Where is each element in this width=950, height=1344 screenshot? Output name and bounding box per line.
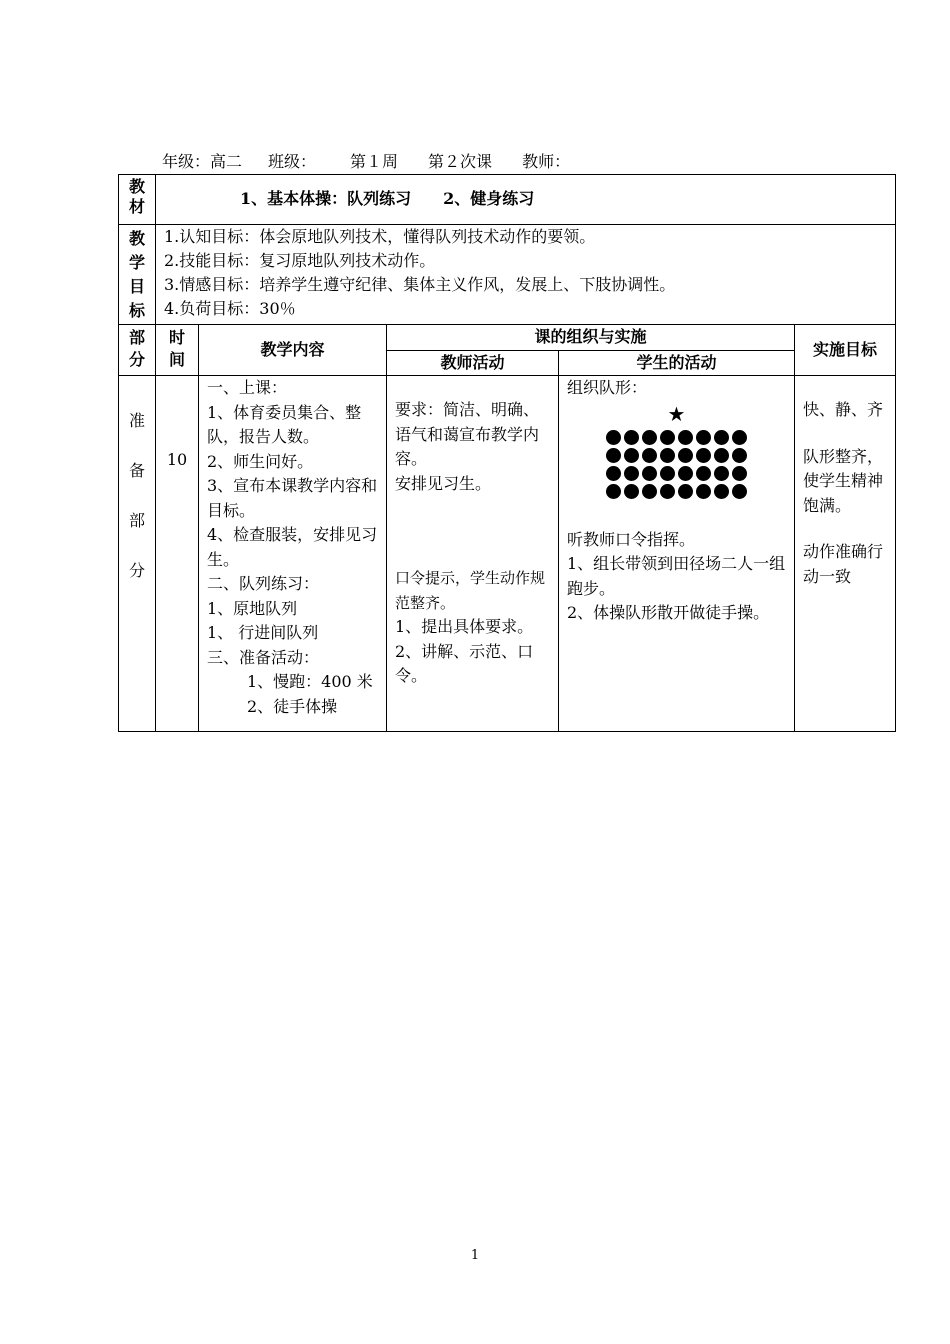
material-content: 1、基本体操：队列练习 2、健身练习 (156, 175, 896, 225)
student-dot-icon (732, 448, 747, 463)
student-dot-icon (606, 466, 621, 481)
prep-goals (795, 376, 896, 732)
student-dot-icon (642, 466, 657, 481)
goal-line: 队形整齐，使学生精神饱满。 (803, 446, 884, 515)
student-line: 2、体操队形散开做徒手操。 (567, 603, 770, 622)
prep-content (199, 376, 387, 732)
objectives-label: 教 学 目 标 (119, 225, 156, 325)
student-heading: 组织队形： (567, 378, 648, 397)
organization-header: 课的组织与实施 (387, 325, 795, 351)
teacher-activity-header: 教师活动 (387, 350, 559, 376)
student-dot-icon (696, 430, 711, 445)
prep-time: 10 (156, 376, 199, 732)
student-dot-icon (696, 466, 711, 481)
student-dot-icon (714, 448, 729, 463)
goal-line: 快、静、齐 (803, 400, 884, 419)
content-line: 1、 行进间队列 (207, 623, 319, 642)
prep-section-label: 准 备 部 分 (119, 376, 156, 732)
content-line: 二、队列练习： (207, 574, 320, 593)
column-header-row-1 (119, 325, 896, 351)
student-dot-icon (678, 466, 693, 481)
objective-item: 2.技能目标：复习原地队列技术动作。 (164, 251, 436, 270)
formation-row (567, 466, 786, 481)
student-dot-icon (732, 484, 747, 499)
content-header: 教学内容 (199, 325, 387, 376)
student-dot-icon (714, 466, 729, 481)
student-dot-icon (624, 484, 639, 499)
student-dot-icon (606, 430, 621, 445)
student-dot-icon (642, 430, 657, 445)
objectives-content (156, 225, 896, 325)
material-row (119, 175, 896, 225)
content-line: 一、上课： (207, 378, 288, 397)
teacher-line: 口令提示，学生动作规范整齐。 (395, 569, 546, 612)
student-dot-icon (732, 466, 747, 481)
page-number: 1 (470, 1248, 480, 1263)
student-line: 1、组长带领到田径场二人一组跑步。 (567, 554, 786, 598)
lesson-plan-table (118, 174, 896, 732)
prep-teacher-activity (387, 376, 559, 732)
objective-item: 3.情感目标：培养学生遵守纪律、集体主义作风，发展上、下肢协调性。 (164, 275, 676, 294)
content-line: 3、宣布本课教学内容和目标。 (207, 476, 378, 520)
grade-label: 年级：高二 (162, 152, 243, 171)
student-dot-icon (696, 484, 711, 499)
section-header: 部 分 (119, 325, 156, 376)
teacher-line: 安排见习生。 (395, 473, 492, 493)
teacher-line: 2、讲解、示范、口令。 (395, 641, 534, 685)
student-dot-icon (678, 430, 693, 445)
class-label: 班级： (268, 152, 317, 171)
content-line: 三、准备活动： (207, 647, 320, 667)
student-dot-icon (732, 430, 747, 445)
student-dot-icon (678, 484, 693, 499)
lesson-label: 第２次课 (428, 152, 493, 171)
goal-line: 动作准确行动一致 (803, 542, 884, 586)
teacher-star-icon: ★ (667, 401, 686, 426)
formation-diagram (567, 401, 786, 499)
student-activity-header: 学生的活动 (559, 350, 795, 376)
week-label: 第１周 (350, 152, 399, 171)
formation-row (567, 484, 786, 499)
teacher-line: 1、提出具体要求。 (395, 617, 534, 636)
formation-row (567, 430, 786, 445)
teacher-label: 教师： (522, 152, 571, 171)
prep-row (119, 376, 896, 732)
formation-row (567, 448, 786, 463)
student-dot-icon (642, 448, 657, 463)
student-line: 听教师口令指挥。 (567, 529, 696, 549)
objective-item: 4.负荷目标：30％ (164, 299, 296, 318)
objective-item: 1.认知目标：体会原地队列技术，懂得队列技术动作的要领。 (164, 227, 596, 246)
content-line: 2、徒手体操 (247, 696, 338, 716)
content-line: 4、检查服装，安排见习生。 (207, 525, 378, 569)
student-dot-icon (660, 448, 675, 463)
student-dot-icon (624, 466, 639, 481)
objectives-row (119, 225, 896, 325)
student-dot-icon (624, 430, 639, 445)
student-dot-icon (714, 484, 729, 499)
material-label: 教 材 (119, 175, 156, 225)
student-dot-icon (624, 448, 639, 463)
goal-header: 实施目标 (795, 325, 896, 376)
student-dot-icon (660, 484, 675, 499)
time-header: 时 间 (156, 325, 199, 376)
teacher-line: 要求：简洁、明确、语气和蔼宣布教学内容。 (395, 400, 540, 468)
student-dot-icon (660, 466, 675, 481)
student-dot-icon (660, 430, 675, 445)
content-line: 1、慢跑：400 米 (247, 672, 373, 691)
student-dot-icon (606, 448, 621, 463)
student-dot-icon (606, 484, 621, 499)
content-line: 1、体育委员集合、整队，报告人数。 (207, 402, 362, 446)
lesson-header (162, 149, 570, 172)
student-dot-icon (642, 484, 657, 499)
prep-student-activity (559, 376, 795, 732)
content-line: 2、师生问好。 (207, 451, 314, 471)
content-line: 1、原地队列 (207, 598, 298, 618)
student-dot-icon (714, 430, 729, 445)
student-dot-icon (696, 448, 711, 463)
student-dot-icon (678, 448, 693, 463)
